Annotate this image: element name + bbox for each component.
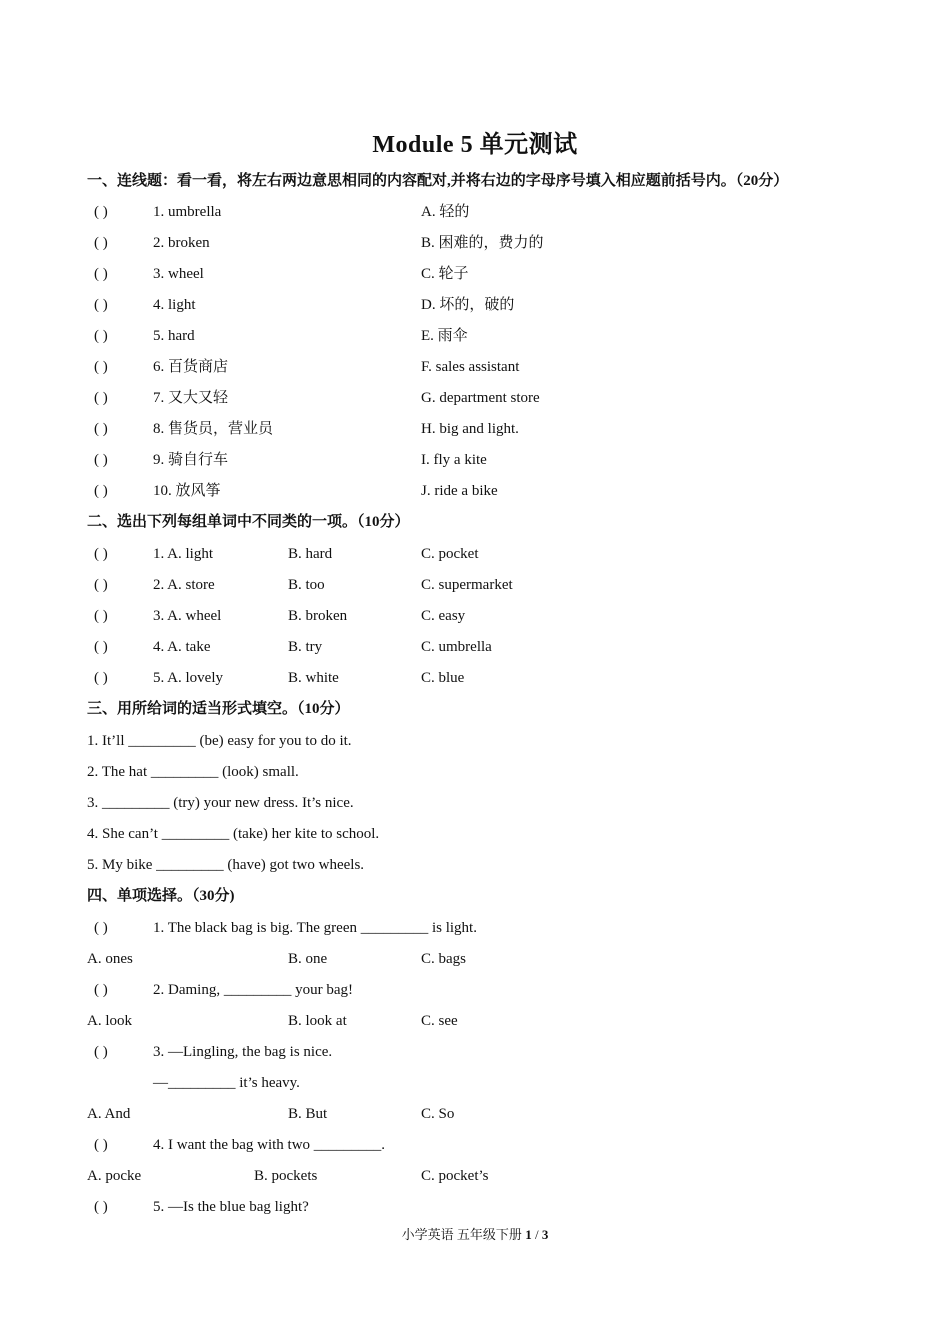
option-b: B. hard <box>288 546 333 562</box>
fill-blank-sentence: 5. My bike _________ (have) got two wheels. <box>87 857 365 873</box>
option-b: B. try <box>288 639 323 655</box>
option-c: C. pocket’s <box>421 1168 489 1184</box>
option-c: C. umbrella <box>421 639 492 655</box>
match-left-item: 1. umbrella <box>153 204 222 220</box>
option-b: B. broken <box>288 608 348 624</box>
page-footer <box>0 1224 950 1243</box>
page-title: Module 5 单元测试 <box>372 132 578 158</box>
answer-paren: ( ) <box>94 577 108 593</box>
answer-paren: ( ) <box>94 452 108 468</box>
answer-paren: ( ) <box>94 1044 108 1060</box>
option-a: A. look <box>87 1013 132 1029</box>
answer-paren: ( ) <box>94 982 108 998</box>
question-stem-reply: —_________ it’s heavy. <box>153 1075 300 1091</box>
question-stem: 4. I want the bag with two _________. <box>153 1137 386 1153</box>
match-left-item: 6. 百货商店 <box>153 359 229 375</box>
match-left-item: 7. 又大又轻 <box>153 390 229 406</box>
option-a: A. And <box>87 1106 131 1122</box>
match-left-item: 8. 售货员，营业员 <box>153 421 274 437</box>
option-b: B. look at <box>288 1013 347 1029</box>
answer-paren: ( ) <box>94 639 108 655</box>
option-c: C. see <box>421 1013 458 1029</box>
section-2-heading: 二、选出下列每组单词中不同类的一项。（10分） <box>87 514 410 530</box>
match-right-item: A. 轻的 <box>421 204 470 220</box>
match-left-item: 10. 放风筝 <box>153 483 221 499</box>
match-left-item: 2. broken <box>153 235 210 251</box>
section-3-heading: 三、用所给词的适当形式填空。（10分） <box>87 701 350 717</box>
page-total: 3 <box>541 1227 549 1242</box>
page-number: 1 <box>525 1227 532 1242</box>
option-c: C. supermarket <box>421 577 513 593</box>
answer-paren: ( ) <box>94 204 108 220</box>
section-4-heading: 四、单项选择。（30分) <box>87 888 235 904</box>
option-a: 2. A. store <box>153 577 215 593</box>
option-a: A. ones <box>87 951 133 967</box>
match-right-item: J. ride a bike <box>421 483 498 499</box>
fill-blank-sentence: 4. She can’t _________ (take) her kite to school. <box>87 826 380 842</box>
match-left-item: 3. wheel <box>153 266 204 282</box>
answer-paren: ( ) <box>94 1137 108 1153</box>
fill-blank-sentence: 2. The hat _________ (look) small. <box>87 764 299 780</box>
option-c: C. bags <box>421 951 466 967</box>
option-c: C. So <box>421 1106 455 1122</box>
option-b: B. one <box>288 951 328 967</box>
answer-paren: ( ) <box>94 359 108 375</box>
option-a: 1. A. light <box>153 546 214 562</box>
answer-paren: ( ) <box>94 235 108 251</box>
match-left-item: 9. 骑自行车 <box>153 452 229 468</box>
match-right-item: F. sales assistant <box>421 359 520 375</box>
question-stem: 5. —Is the blue bag light? <box>153 1199 309 1215</box>
answer-paren: ( ) <box>94 328 108 344</box>
option-a: 3. A. wheel <box>153 608 222 624</box>
match-right-item: E. 雨伞 <box>421 328 468 344</box>
option-c: C. blue <box>421 670 465 686</box>
answer-paren: ( ) <box>94 1199 108 1215</box>
question-stem: 1. The black bag is big. The green _________ is light. <box>153 920 477 936</box>
question-stem: 3. —Lingling, the bag is nice. <box>153 1044 333 1060</box>
answer-paren: ( ) <box>94 546 108 562</box>
answer-paren: ( ) <box>94 670 108 686</box>
fill-blank-sentence: 3. _________ (try) your new dress. It’s nice. <box>87 795 354 811</box>
option-c: C. easy <box>421 608 466 624</box>
option-a: 5. A. lovely <box>153 670 223 686</box>
option-a: 4. A. take <box>153 639 211 655</box>
match-right-item: D. 坏的，破的 <box>421 297 515 313</box>
option-b: B. But <box>288 1106 328 1122</box>
match-right-item: I. fly a kite <box>421 452 487 468</box>
answer-paren: ( ) <box>94 390 108 406</box>
answer-paren: ( ) <box>94 608 108 624</box>
option-b: B. white <box>288 670 339 686</box>
answer-paren: ( ) <box>94 920 108 936</box>
match-left-item: 4. light <box>153 297 196 313</box>
page-separator: / <box>531 1227 542 1242</box>
match-right-item: B. 困难的，费力的 <box>421 235 544 251</box>
option-c: C. pocket <box>421 546 479 562</box>
option-b: B. pockets <box>254 1168 318 1184</box>
answer-paren: ( ) <box>94 421 108 437</box>
match-right-item: G. department store <box>421 390 540 406</box>
section-1-heading: 一、连线题：看一看，将左右两边意思相同的内容配对,并将右边的字母序号填入相应题前括号内。（20分） <box>87 173 789 189</box>
option-a: A. pocke <box>87 1168 142 1184</box>
answer-paren: ( ) <box>94 483 108 499</box>
footer-text: 小学英语 五年级下册 <box>401 1227 522 1242</box>
match-right-item: H. big and light. <box>421 421 519 437</box>
fill-blank-sentence: 1. It’ll _________ (be) easy for you to do it. <box>87 733 352 749</box>
answer-paren: ( ) <box>94 297 108 313</box>
match-left-item: 5. hard <box>153 328 195 344</box>
match-right-item: C. 轮子 <box>421 266 469 282</box>
answer-paren: ( ) <box>94 266 108 282</box>
option-b: B. too <box>288 577 325 593</box>
question-stem: 2. Daming, _________ your bag! <box>153 982 353 998</box>
